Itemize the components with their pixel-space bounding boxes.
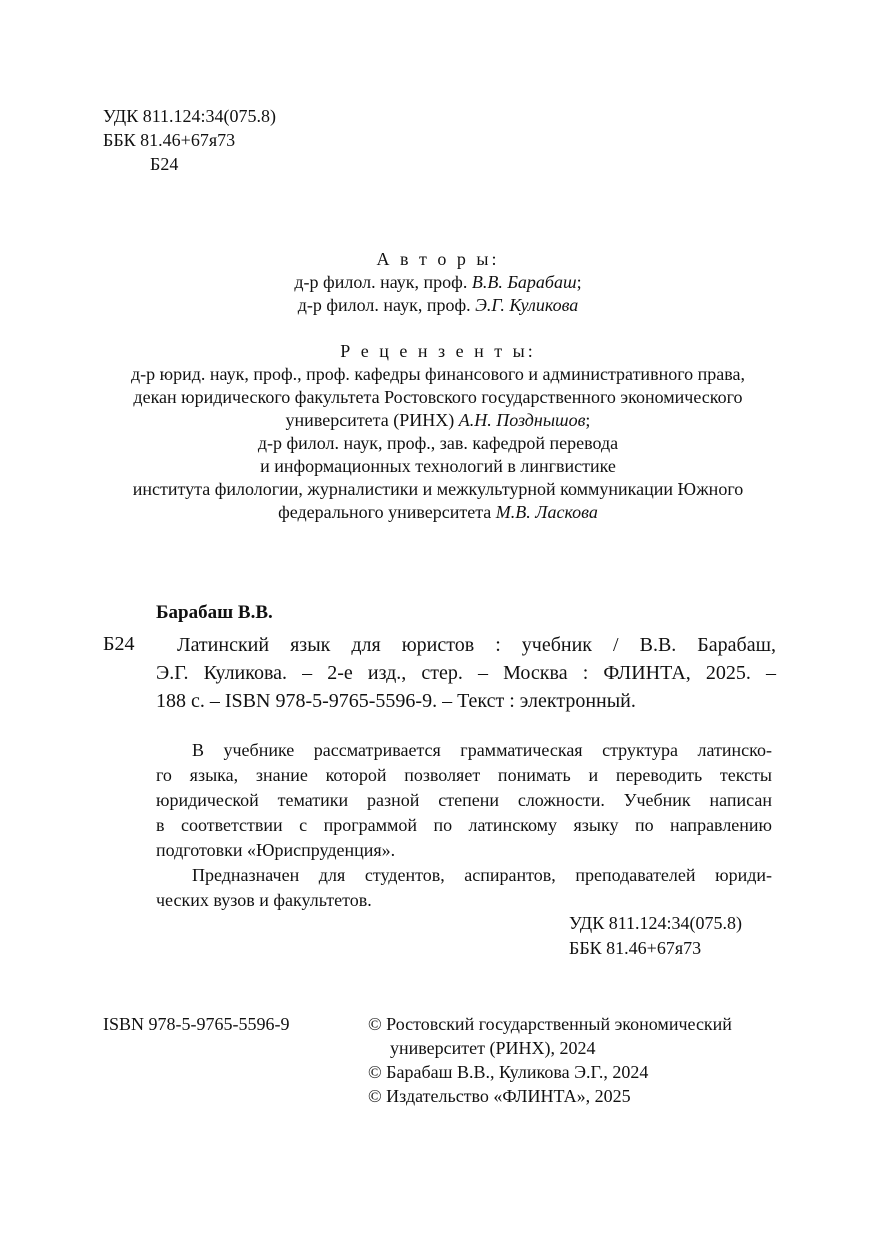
udk-code: УДК 811.124:34(075.8) [103,106,277,126]
author-name: Э.Г. Куликова [475,295,579,315]
record-description [156,631,776,715]
annotation-line: го языка, знание которой позволяет понимать и переводить тексты [156,765,772,785]
reviewer-line: и информационных технологий в лингвистике [260,456,616,476]
record-line: Э.Г. Куликова. – 2-е изд., стер. – Москва : ФЛИНТА, 2025. – [156,662,776,684]
classification-block [103,104,276,176]
record-author: Барабаш В.В. [156,602,273,623]
author-credentials: д-р филол. наук, проф. [294,272,472,292]
record-line: 188 с. – ISBN 978-5-9765-5596-9. – Текст : электронный. [156,690,636,712]
reviewer-line [0,409,876,432]
authors-block [0,248,876,317]
reviewers-block [0,340,876,524]
annotation-bbk: ББК 81.46+67я73 [569,938,702,958]
reviewer-name: М.В. Ласкова [495,502,598,522]
annotation-codes [569,911,742,961]
annotation-line: В учебнике рассматривается грамматическая структура латинско- [192,740,772,760]
copyright-line: © Издательство «ФЛИНТА», 2025 [368,1086,631,1106]
isbn: ISBN 978-5-9765-5596-9 [103,1014,290,1034]
reviewer-line: декан юридического факультета Ростовского государственного экономического [133,387,743,407]
author-credentials: д-р филол. наук, проф. [297,295,476,315]
copyright-line: © Ростовский государственный экономический [368,1014,732,1034]
reviewer-line [0,501,876,524]
reviewer-line: д-р филол. наук, проф., зав. кафедрой перевода [257,433,619,453]
reviewer-line: д-р юрид. наук, проф., проф. кафедры финансового и административного права, [130,364,746,384]
copyright-line: университет (РИНХ), 2024 [390,1038,596,1058]
copyright-block [368,1012,732,1108]
annotation-line: в соответствии с программой по латинскому языку по направлению [156,815,772,835]
annotation-line: Предназначен для студентов, аспирантов, преподавателей юриди- [192,865,772,885]
reviewer-affiliation: университета (РИНХ) [285,410,459,430]
annotation-udk: УДК 811.124:34(075.8) [569,913,743,933]
reviewer-line: института филологии, журналистики и межкультурной коммуникации Южного [132,479,744,499]
reviewer-affiliation: федерального университета [278,502,496,522]
copyright-line: © Барабаш В.В., Куликова Э.Г., 2024 [368,1062,649,1082]
author-name: В.В. Барабаш [471,272,577,292]
reviewer-name: А.Н. Позднышов [458,410,586,430]
annotation-line: юридической тематики разной степени сложности. Учебник написан [156,790,772,810]
annotation-line: подготовки «Юриспруденция». [156,840,396,860]
author-line [0,294,876,317]
record-line: Латинский язык для юристов : учебник / В.В. Барабаш, [177,634,776,656]
authors-heading: А в т о р ы: [376,249,500,269]
record-code: Б24 [103,633,135,655]
reviewer-suffix: ; [585,410,591,430]
reviewers-heading: Р е ц е н з е н т ы: [340,341,536,361]
author-suffix: ; [576,272,582,292]
author-mark: Б24 [150,154,179,174]
bbk-code: ББК 81.46+67я73 [103,130,236,150]
annotation-line: ческих вузов и факультетов. [156,890,372,910]
annotation [156,738,772,913]
author-line [0,271,876,294]
